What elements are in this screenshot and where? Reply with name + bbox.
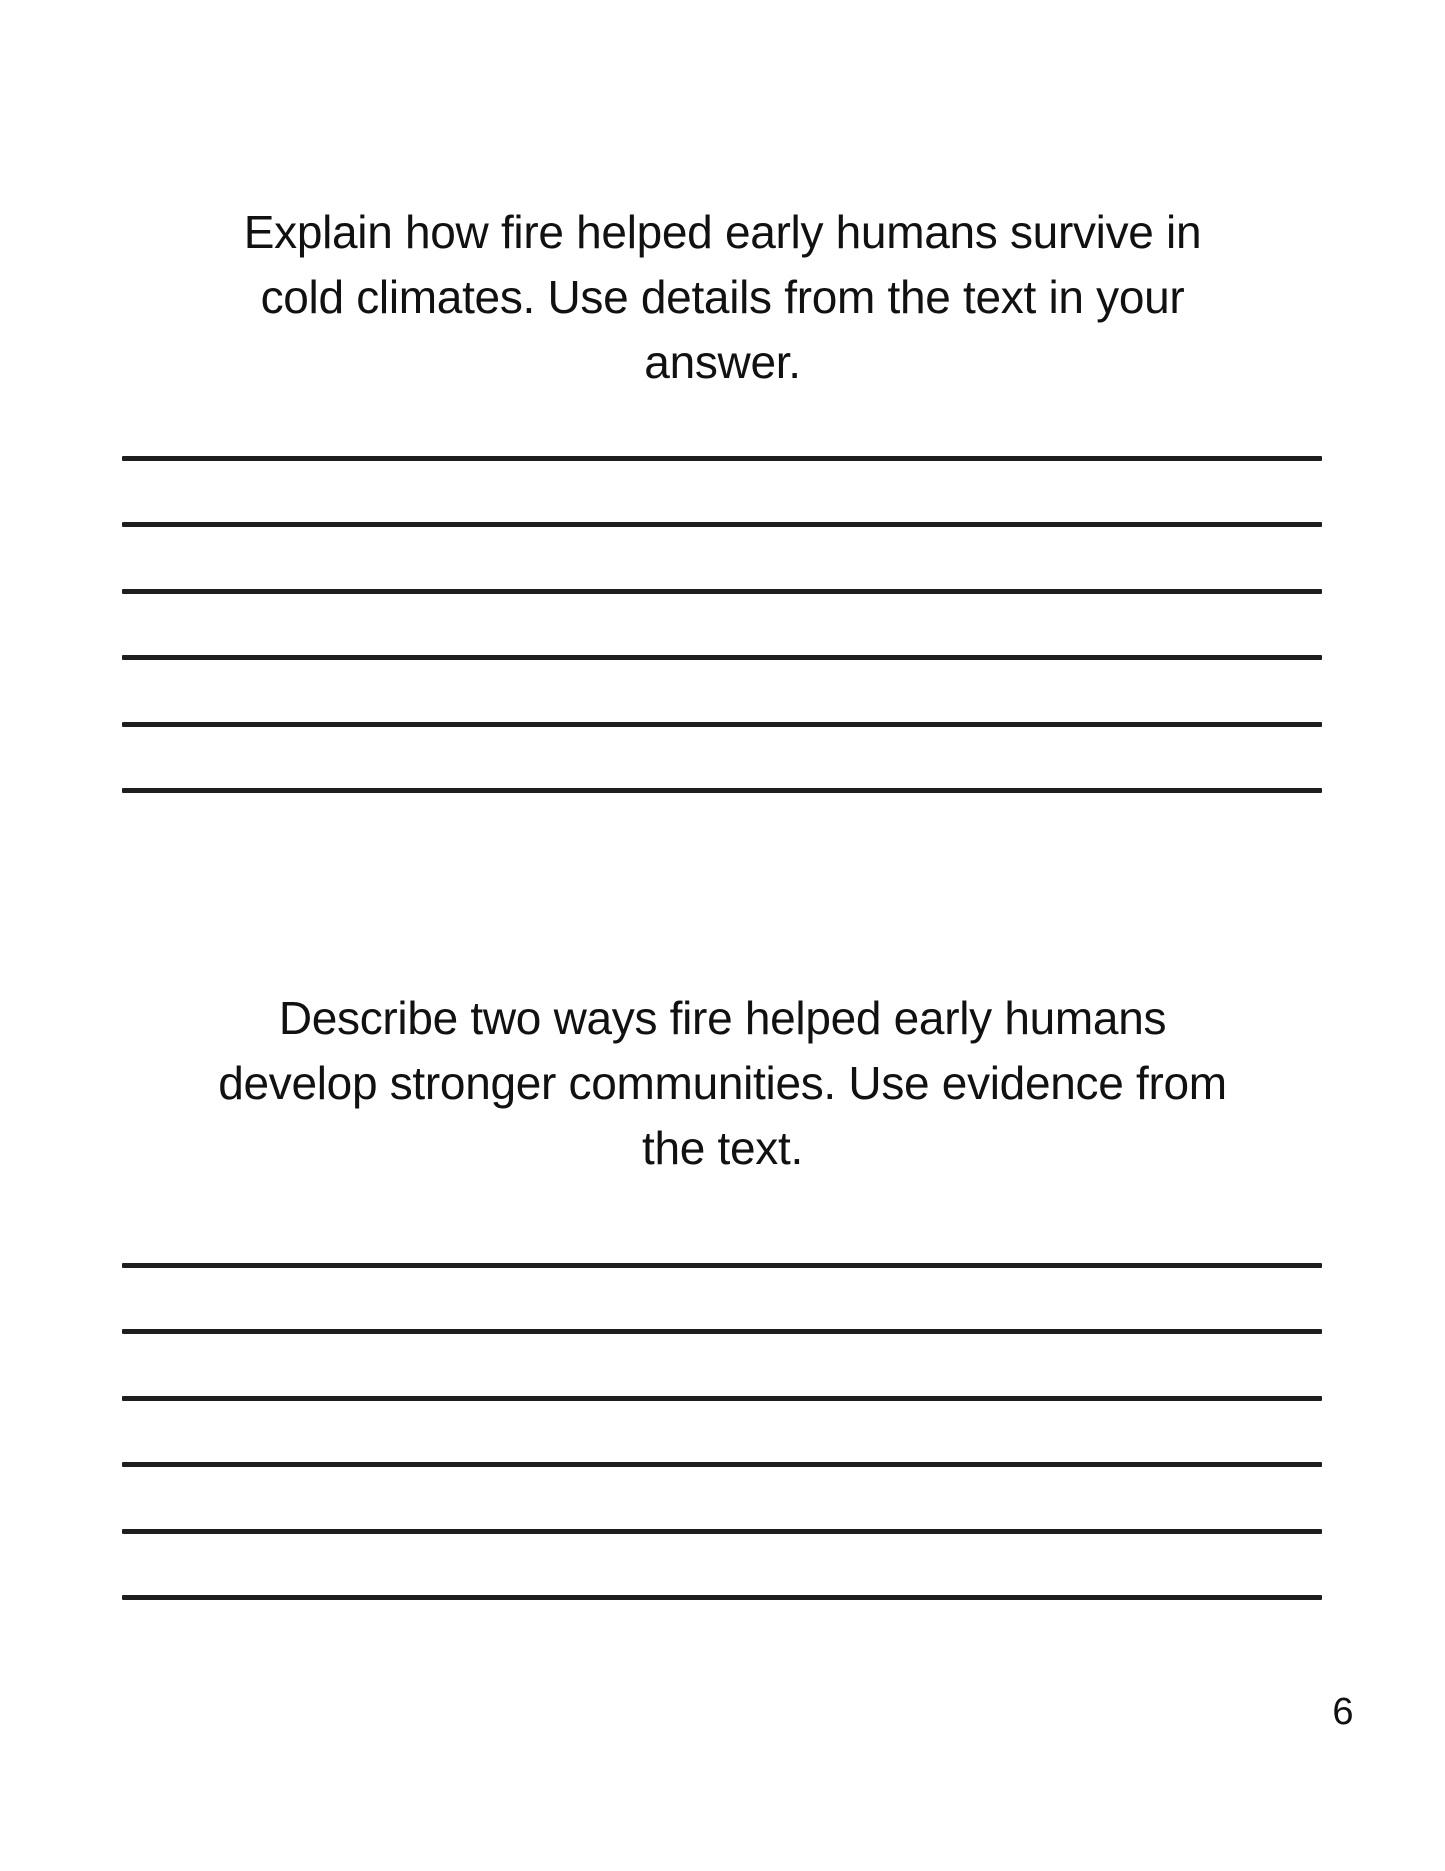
answer-line[interactable] — [122, 1462, 1322, 1467]
page-number: 6 — [1332, 1691, 1354, 1733]
question-2-line-1: Describe two ways fire helped early humans — [278, 992, 1167, 1044]
answer-line[interactable] — [122, 522, 1322, 527]
answer-line[interactable] — [122, 722, 1322, 727]
answer-line[interactable] — [122, 1595, 1322, 1600]
question-1-prompt — [100, 200, 1345, 395]
question-1-line-2: cold climates. Use details from the text in your — [260, 271, 1185, 323]
answer-line[interactable] — [122, 1329, 1322, 1334]
question-1-line-3: answer. — [644, 336, 801, 388]
answer-line[interactable] — [122, 1263, 1322, 1268]
answer-line[interactable] — [122, 655, 1322, 660]
question-2-line-2: develop stronger communities. Use evidence from — [218, 1057, 1227, 1109]
answer-line[interactable] — [122, 1529, 1322, 1534]
answer-line[interactable] — [122, 589, 1322, 594]
answer-line[interactable] — [122, 788, 1322, 793]
question-2-prompt — [100, 986, 1345, 1181]
question-1-line-1: Explain how fire helped early humans survive in — [243, 206, 1202, 258]
question-2-line-3: the text. — [642, 1122, 803, 1174]
answer-line[interactable] — [122, 1396, 1322, 1401]
answer-line[interactable] — [122, 456, 1322, 461]
